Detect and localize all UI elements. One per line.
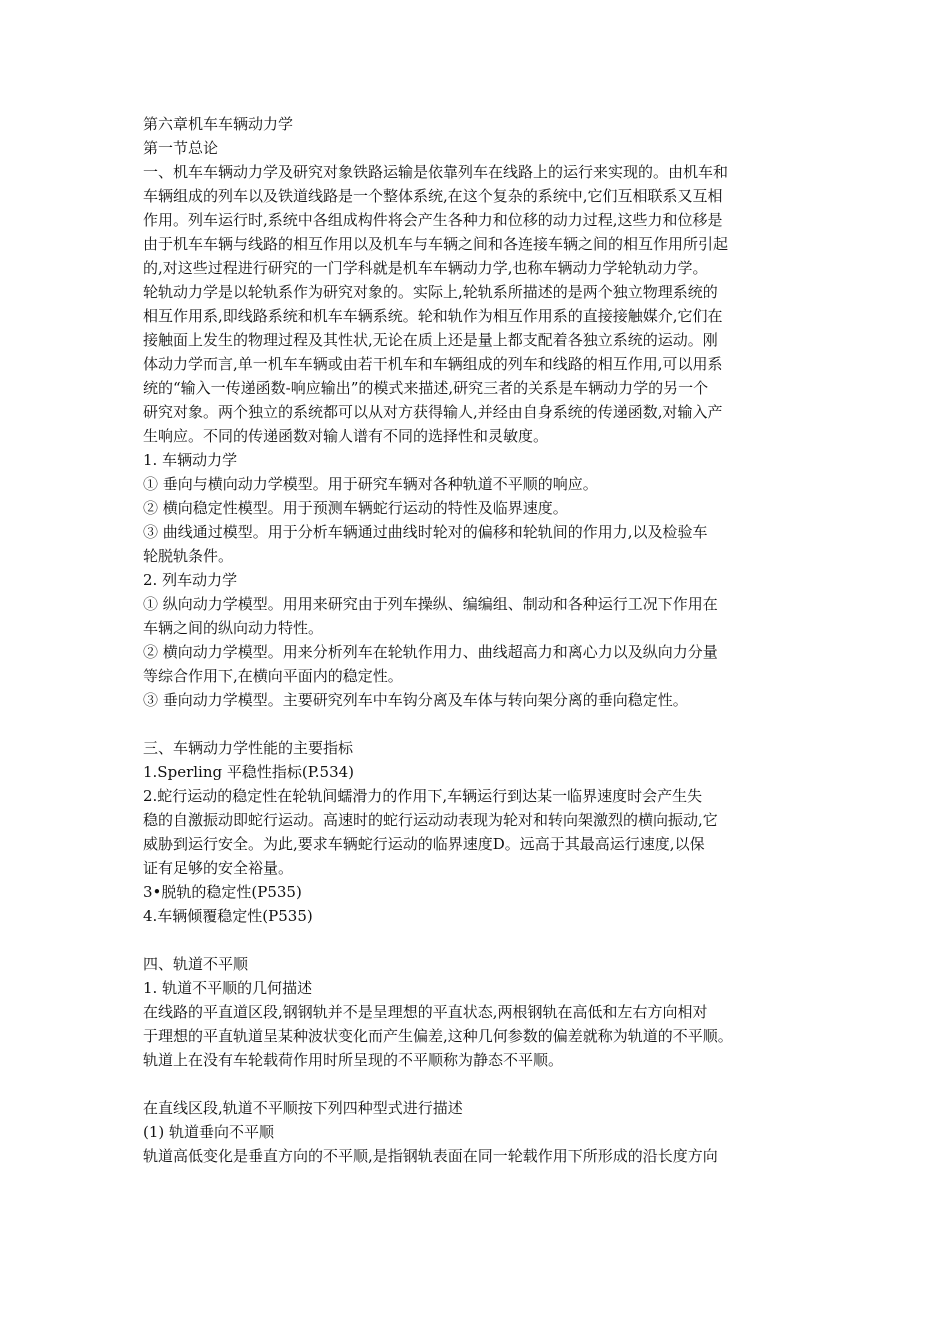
paragraph-line: 一、机车车辆动力学及研究对象铁路运输是依靠列车在线路上的运行来实现的。由机车和 bbox=[143, 163, 729, 181]
list-item: ③ 曲线通过模型。用于分析车辆通过曲线时轮对的偏移和轮轨间的作用力,以及检验车 bbox=[143, 523, 708, 541]
paragraph-line: 车辆组成的列车以及铁道线路是一个整体系统,在这个复杂的系统中,它们互相联系又互相 bbox=[143, 187, 723, 205]
section-title: 第一节总论 bbox=[143, 139, 219, 157]
paragraph-line: 体动力学而言,单一机车车辆或由若干机车和车辆组成的列车和线路的相互作用,可以用系 bbox=[143, 355, 723, 373]
paragraph-line: 由于机车车辆与线路的相互作用以及机车与车辆之间和各连接车辆之间的相互作用所引起 bbox=[143, 235, 729, 253]
list-heading: 2. 列车动力学 bbox=[143, 571, 238, 589]
list-heading: 1. 轨道不平顺的几何描述 bbox=[143, 979, 313, 997]
list-item: 2.蛇行运动的稳定性在轮轨间蠕滑力的作用下,车辆运行到达某一临界速度时会产生失 bbox=[143, 787, 703, 805]
list-item: ② 横向稳定性模型。用于预测车辆蛇行运动的特性及临界速度。 bbox=[143, 499, 568, 517]
paragraph-line: 于理想的平直轨道呈某种波状变化而产生偏差,这种几何参数的偏差就称为轨道的不平顺。 bbox=[143, 1027, 733, 1045]
document-body bbox=[143, 112, 823, 1168]
list-item: 威胁到运行安全。为此,要求车辆蛇行运动的临界速度D。远高于其最高运行速度,以保 bbox=[143, 835, 705, 853]
list-item: 证有足够的安全裕量。 bbox=[143, 859, 294, 877]
list-item: 车辆之间的纵向动力特性。 bbox=[143, 619, 324, 637]
list-item: ① 纵向动力学模型。用用来研究由于列车操纵、编编组、制动和各种运行工况下作用在 bbox=[143, 595, 718, 613]
blank-line bbox=[143, 928, 823, 952]
list-item: ③ 垂向动力学模型。主要研究列车中车钩分离及车体与转向架分离的垂向稳定性。 bbox=[143, 691, 688, 709]
paragraph-line: 统的“输入一传递函数-响应输出”的模式来描述,研究三者的关系是车辆动力学的另一个 bbox=[143, 379, 709, 397]
paragraph-line: 生响应。不同的传递函数对输人谱有不同的选择性和灵敏度。 bbox=[143, 427, 549, 445]
list-item: 3•脱轨的稳定性(P535) bbox=[143, 883, 302, 901]
paragraph-line: 轨道高低变化是垂直方向的不平顺,是指钢轨表面在同一轮载作用下所形成的沿长度方向 bbox=[143, 1147, 718, 1165]
chapter-title: 第六章机车车辆动力学 bbox=[143, 115, 294, 133]
list-item: 1.Sperling 平稳性指标(P.534) bbox=[143, 763, 355, 781]
paragraph-line: 作用。列车运行时,系统中各组成构件将会产生各种力和位移的动力过程,这些力和位移是 bbox=[143, 211, 723, 229]
section-heading: 四、轨道不平顺 bbox=[143, 955, 249, 973]
paragraph-line: 轮轨动力学是以轮轨系作为研究对象的。实际上,轮轨系所描述的是两个独立物理系统的 bbox=[143, 283, 718, 301]
list-item: ① 垂向与横向动力学模型。用于研究车辆对各种轨道不平顺的响应。 bbox=[143, 475, 598, 493]
blank-line bbox=[143, 1072, 823, 1096]
paragraph-line: 接触面上发生的物理过程及其性状,无论在质上还是量上都支配着各独立系统的运动。刚 bbox=[143, 331, 718, 349]
list-item: 4.车辆倾覆稳定性(P535) bbox=[143, 907, 313, 925]
paragraph-line: 的,对这些过程进行研究的一门学科就是机车车辆动力学,也称车辆动力学轮轨动力学。 bbox=[143, 259, 708, 277]
paragraph-line: 在直线区段,轨道不平顺按下列四种型式进行描述 bbox=[143, 1099, 463, 1117]
paragraph-line: 研究对象。两个独立的系统都可以从对方获得输人,并经由自身系统的传递函数,对输入产 bbox=[143, 403, 723, 421]
list-item: 稳的自激振动即蛇行运动。高速时的蛇行运动动表现为轮对和转向架激烈的横向振动,它 bbox=[143, 811, 718, 829]
list-item: 轮脱轨条件。 bbox=[143, 547, 234, 565]
list-item: 等综合作用下,在横向平面内的稳定性。 bbox=[143, 667, 403, 685]
list-heading: 1. 车辆动力学 bbox=[143, 451, 238, 469]
paragraph-line: 在线路的平直道区段,钢钢轨并不是呈理想的平直状态,两根钢轨在高低和左右方向相对 bbox=[143, 1003, 708, 1021]
list-item: ② 横向动力学模型。用来分析列车在轮轨作用力、曲线超高力和离心力以及纵向力分量 bbox=[143, 643, 718, 661]
list-heading: (1) 轨道垂向不平顺 bbox=[143, 1123, 275, 1141]
paragraph-line: 轨道上在没有车轮载荷作用时所呈现的不平顺称为静态不平顺。 bbox=[143, 1051, 564, 1069]
section-heading: 三、车辆动力学性能的主要指标 bbox=[143, 739, 354, 757]
paragraph-line: 相互作用系,即线路系统和机车车辆系统。轮和轨作为相互作用系的直接接触媒介,它们在 bbox=[143, 307, 723, 325]
blank-line bbox=[143, 712, 823, 736]
